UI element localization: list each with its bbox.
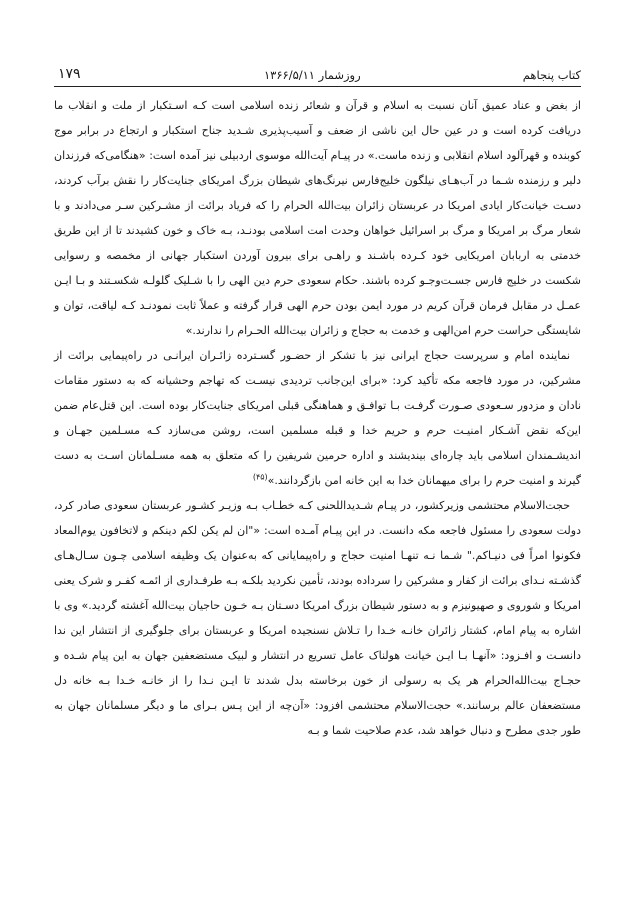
paragraph (54, 493, 581, 743)
paragraph (54, 93, 581, 343)
paragraph (54, 343, 581, 493)
paragraph-text: حجت‌الاسلام محتشمی وزیرکشور، در پیـام شـدیداللحنی کـه خطـاب بـه وزیـر کشـور عربستان سعودی صادر کرد، دولت سعودی را مسئول فاجعه مکه دانست. در این پیـام آمـده است: «"ان لم یکن لکم دینکم و لاتخافون یوم‌المعاد فکونوا امراً فی دنیـاکم." شـما نـه تنهـا امنیت حجاج و راه‌پیمایانی که به‌عنوان یک وظیفه اسلامی چـون سـال‌هـای گذشـته نـدای برائت از کفار و مشرکین را سرداده بودند، تأمین نکردید بلکـه بـه طرفـداری از ائمـه کفـر و شرک یعنی امریکا و شوروی و صهیونیزم و به دستور شیطان بزرگ امریکا دسـتان بـه خـون حاجیان بیت‌الله آغشته گردید.» وی با اشاره به پیام امام، کشتار زائران خانـه خـدا را تـلاش نسنجیده امریکا و عربستان برای جلوگیری از انتشار این ندا دانسـت و افـزود: «آنهـا بـا ایـن خیانت هولناک عامل تسریع در انتشار و لبیک مستضعفین جهان به این پیام شـده و حجـاج بیت‌الله‌الحرام هر یک به رسولی از خون برخاسته بدل شدند تا ایـن نـدا را از خانـه خـدا بـه خانه دل مستضعفان عالم برسانند.» حجت‌الاسلام محتشمی افزود: «آن‌چه از این پـس بـرای ما و دیگر مسلمانان جهان به طور جدی مطرح و دنبال خواهد شد، عدم صلاحیت شما و بـه (54, 499, 581, 737)
running-header (54, 66, 581, 86)
paragraph-text: از بغض و عناد عمیق آنان نسبت به اسلام و قرآن و شعائر زنده اسلامی است کـه اسـتکبار از ملت و انقلاب ما دریافت کرده است و در عین حال این ناشی از ضعف و آسیب‌پذیری شـدید جناح استکبار و ارتجاع در برابر موج کوبنده و قهرآلود اسلام انقلابی و زنده ماست.» در پیـام آیت‌الله موسوی اردبیلی نیز آمده است: «هنگامی‌که فرزندان دلیر و رزمنده شـما در آب‌هـای نیلگون خلیج‌فارس نیرنگ‌های شیطان بزرگ امریکای جنایت‌کار را نقش برآب کردند، دسـت خیانت‌کار ایادی امریکا در عربستان زائران بیت‌الله الحرام را که فریاد برائت از مشـرکین سـر می‌دادند و با شعار مرگ بر امریکا و مرگ بر اسرائیل خواهان وحدت امت اسلامی بودنـد، بـه خاک و خون کشیدند تا از این طریق خدمتی به اربابان امریکایی خود کـرده باشـند و راهـی برای بیرون آوردن استکبار جهانی از مخمصه و رسوایی شکست در خلیج فارس جسـت‌وجـو کرده باشند. حکام سعودی حرم دین الهی را با شـلیک گلولـه شکسـتند و بـا ایـن عمـل در مقابل فرمان قرآن کریم در مورد ایمن بودن حرم الهی قرار گرفته و عملاً ثابت نمودنـد کـه لیاقت، توان و شایستگی حراست حرم امن‌الهی و خدمت به حجاج و زائران بیت‌الله الحـرام را ندارند.» (54, 99, 581, 337)
body-text (54, 93, 581, 743)
header-rule (54, 86, 581, 87)
book-page (54, 0, 581, 901)
date-header: روزشمار ۱۳۶۶/۵/۱۱ (264, 68, 361, 82)
footnote-ref: (۴۵) (252, 472, 268, 482)
paragraph-text: نماینده امام و سرپرست حجاج ایرانی نیز با تشکر از حضـور گسـترده زائـران ایرانـی در راه‌پیمایی برائت از مشرکین، در مورد فاجعه مکه تأکید کرد: «برای این‌جانب تردیدی نیسـت که تهاجم وحشیانه که به دستور مقامات نادان و مزدور سـعودی صـورت گرفـت بـا توافـق و هماهنگی قبلی امریکای جنایت‌کار بوده است. این قتل‌عام ضمن این‌که نقض آشـکار امنیـت حرم و حریم خدا و قبله مسلمین است، روشن می‌سازد کـه مسـلمین جهـان و اندیشـمندان اسلامی باید چاره‌ای بیندیشند و اداره حرمین شریفین را که متعلق به همه مسـلمانان اسـت به دست گیرند و امنیت حرم را برای میهمانان خدا به این خانه امن بازگردانند.» (54, 349, 581, 487)
book-title: کتاب پنجاهم (522, 68, 581, 82)
page-number: ۱۷۹ (58, 66, 81, 82)
